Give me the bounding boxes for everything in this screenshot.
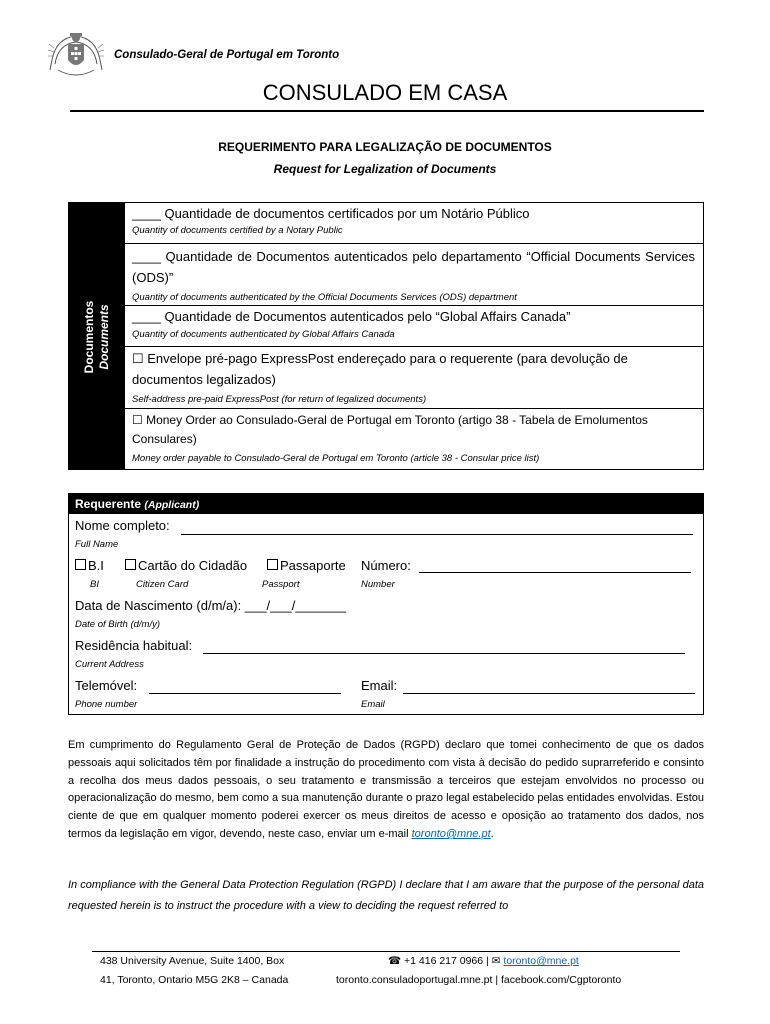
checkbox-icon — [75, 559, 86, 570]
document-row-text: ____ Quantidade de documentos certificados por um Notário Público — [132, 206, 530, 221]
date-of-birth-field[interactable]: Data de Nascimento (d/m/a): ___/___/_______ — [75, 598, 347, 613]
document-row-translation: Quantity of documents certified by a Notary Public — [132, 225, 343, 236]
footer-phone: ☎ +1 416 217 0966 | ✉ — [388, 955, 501, 967]
document-row-text: ____ Quantidade de Documentos autenticados pelo “Global Affairs Canada” — [132, 309, 571, 324]
document-row-translation: Money order payable to Consulado-Geral de Portugal em Toronto (article 38 - Consular price list) — [132, 453, 540, 464]
footer-divider — [92, 951, 680, 952]
id-option-translation: BI — [90, 579, 99, 590]
address-translation: Current Address — [75, 659, 144, 670]
privacy-notice-pt: Em cumprimento do Regulamento Geral de Proteção de Dados (RGPD) declaro que tomei conhecimento de que os dados pessoais aqui solicitados têm por finalidade a instrução do procedimento com vista à decisão do pedido suprarreferido e consinto a recolha dos meus dados pessoais, o seu tratamento e transmissão a terceiros que estejam envolvidos no processo ou operacionalização do mesmo, bem como a sua manutenção durante o prazo legal estabelecido pelas entidades envolvidas. Estou ciente de que em qualquer momento poderei exercer os meus direitos de acesso e oposição ao tratamento dos dados, nos termos da legislação em vigor, devendo, neste caso, enviar um e-mail toronto@mne.pt. — [68, 739, 704, 840]
document-row-translation: Self-address pre-paid ExpressPost (for return of legalized documents) — [132, 394, 427, 405]
footer-email-link[interactable]: toronto@mne.pt — [503, 955, 579, 967]
number-label: Número: — [361, 558, 411, 573]
title-divider — [70, 110, 704, 112]
document-row-text: ☐ Envelope pré-pago ExpressPost endereçado para o requerente (para devolução de documentos legalizados) — [132, 351, 628, 387]
email-translation: Email — [361, 699, 385, 710]
document-row-notary[interactable] — [125, 203, 703, 244]
consulate-name: Consulado-Geral de Portugal em Toronto — [114, 49, 340, 61]
privacy-email-link[interactable]: toronto@mne.pt — [411, 827, 491, 840]
applicant-header-en: (Applicant) — [144, 499, 200, 511]
applicant-header-pt: Requerente — [75, 497, 142, 511]
document-row-translation: Quantity of documents authenticated by the Official Documents Services (ODS) department — [132, 292, 517, 303]
phone-label: Telemóvel: — [75, 678, 138, 693]
id-option-bi[interactable]: B.I — [75, 558, 104, 573]
address-label: Residência habitual: — [75, 638, 193, 653]
full-name-field[interactable] — [181, 534, 693, 535]
phone-field[interactable] — [149, 693, 341, 694]
documents-label-pt: Documentos — [82, 300, 96, 374]
date-of-birth-translation: Date of Birth (d/m/y) — [75, 619, 160, 630]
id-option-translation: Citizen Card — [136, 579, 189, 590]
documents-table — [68, 202, 704, 470]
email-field[interactable] — [403, 693, 695, 694]
applicant-header — [69, 494, 703, 514]
id-option-citizen-card[interactable]: Cartão do Cidadão — [125, 558, 247, 573]
footer-address-line2: 41, Toronto, Ontario M5G 2K8 – Canada — [100, 974, 289, 986]
document-row-ods[interactable] — [125, 244, 703, 306]
full-name-label: Nome completo: — [75, 518, 170, 533]
number-translation: Number — [361, 579, 395, 590]
footer-web-links[interactable]: toronto.consuladoportugal.mne.pt | facebook.com/Cgptoronto — [336, 974, 622, 986]
documents-label-en: Documents — [97, 304, 111, 370]
applicant-table — [68, 493, 704, 715]
full-name-translation: Full Name — [75, 539, 119, 550]
footer-address-line1: 438 University Avenue, Suite 1400, Box — [100, 955, 285, 967]
address-field[interactable] — [203, 653, 685, 654]
document-row-global-affairs[interactable] — [125, 306, 703, 347]
request-title-en: Request for Legalization of Documents — [273, 162, 497, 176]
id-option-passport[interactable]: Passaporte — [267, 558, 346, 573]
document-row-expresspost[interactable] — [125, 347, 703, 409]
document-row-translation: Quantity of documents authenticated by Global Affairs Canada — [132, 329, 395, 340]
document-row-text: ☐ Money Order ao Consulado-Geral de Portugal em Toronto (artigo 38 - Tabela de Emolumentos Consulares) — [132, 413, 648, 446]
phone-translation: Phone number — [75, 699, 138, 710]
id-option-translation: Passport — [262, 579, 300, 590]
checkbox-icon — [267, 559, 278, 570]
coat-of-arms-icon — [48, 30, 104, 82]
privacy-notice-en: In compliance with the General Data Protection Regulation (RGPD) I declare that I am aware that the purpose of the personal data requested herein is to instruct the procedure with a view to deciding the request referred to — [68, 879, 704, 912]
checkbox-icon — [125, 559, 136, 570]
footer-contact — [388, 955, 579, 967]
document-row-money-order[interactable] — [125, 409, 703, 470]
email-label: Email: — [361, 678, 398, 693]
number-field[interactable] — [419, 572, 691, 573]
request-title-pt: REQUERIMENTO PARA LEGALIZAÇÃO DE DOCUMENTOS — [218, 140, 552, 154]
documents-side-header — [69, 203, 125, 469]
document-row-text: ____ Quantidade de Documentos autenticados pelo departamento “Official Documents Services (ODS)” — [132, 249, 695, 285]
page-title: CONSULADO EM CASA — [262, 80, 508, 105]
